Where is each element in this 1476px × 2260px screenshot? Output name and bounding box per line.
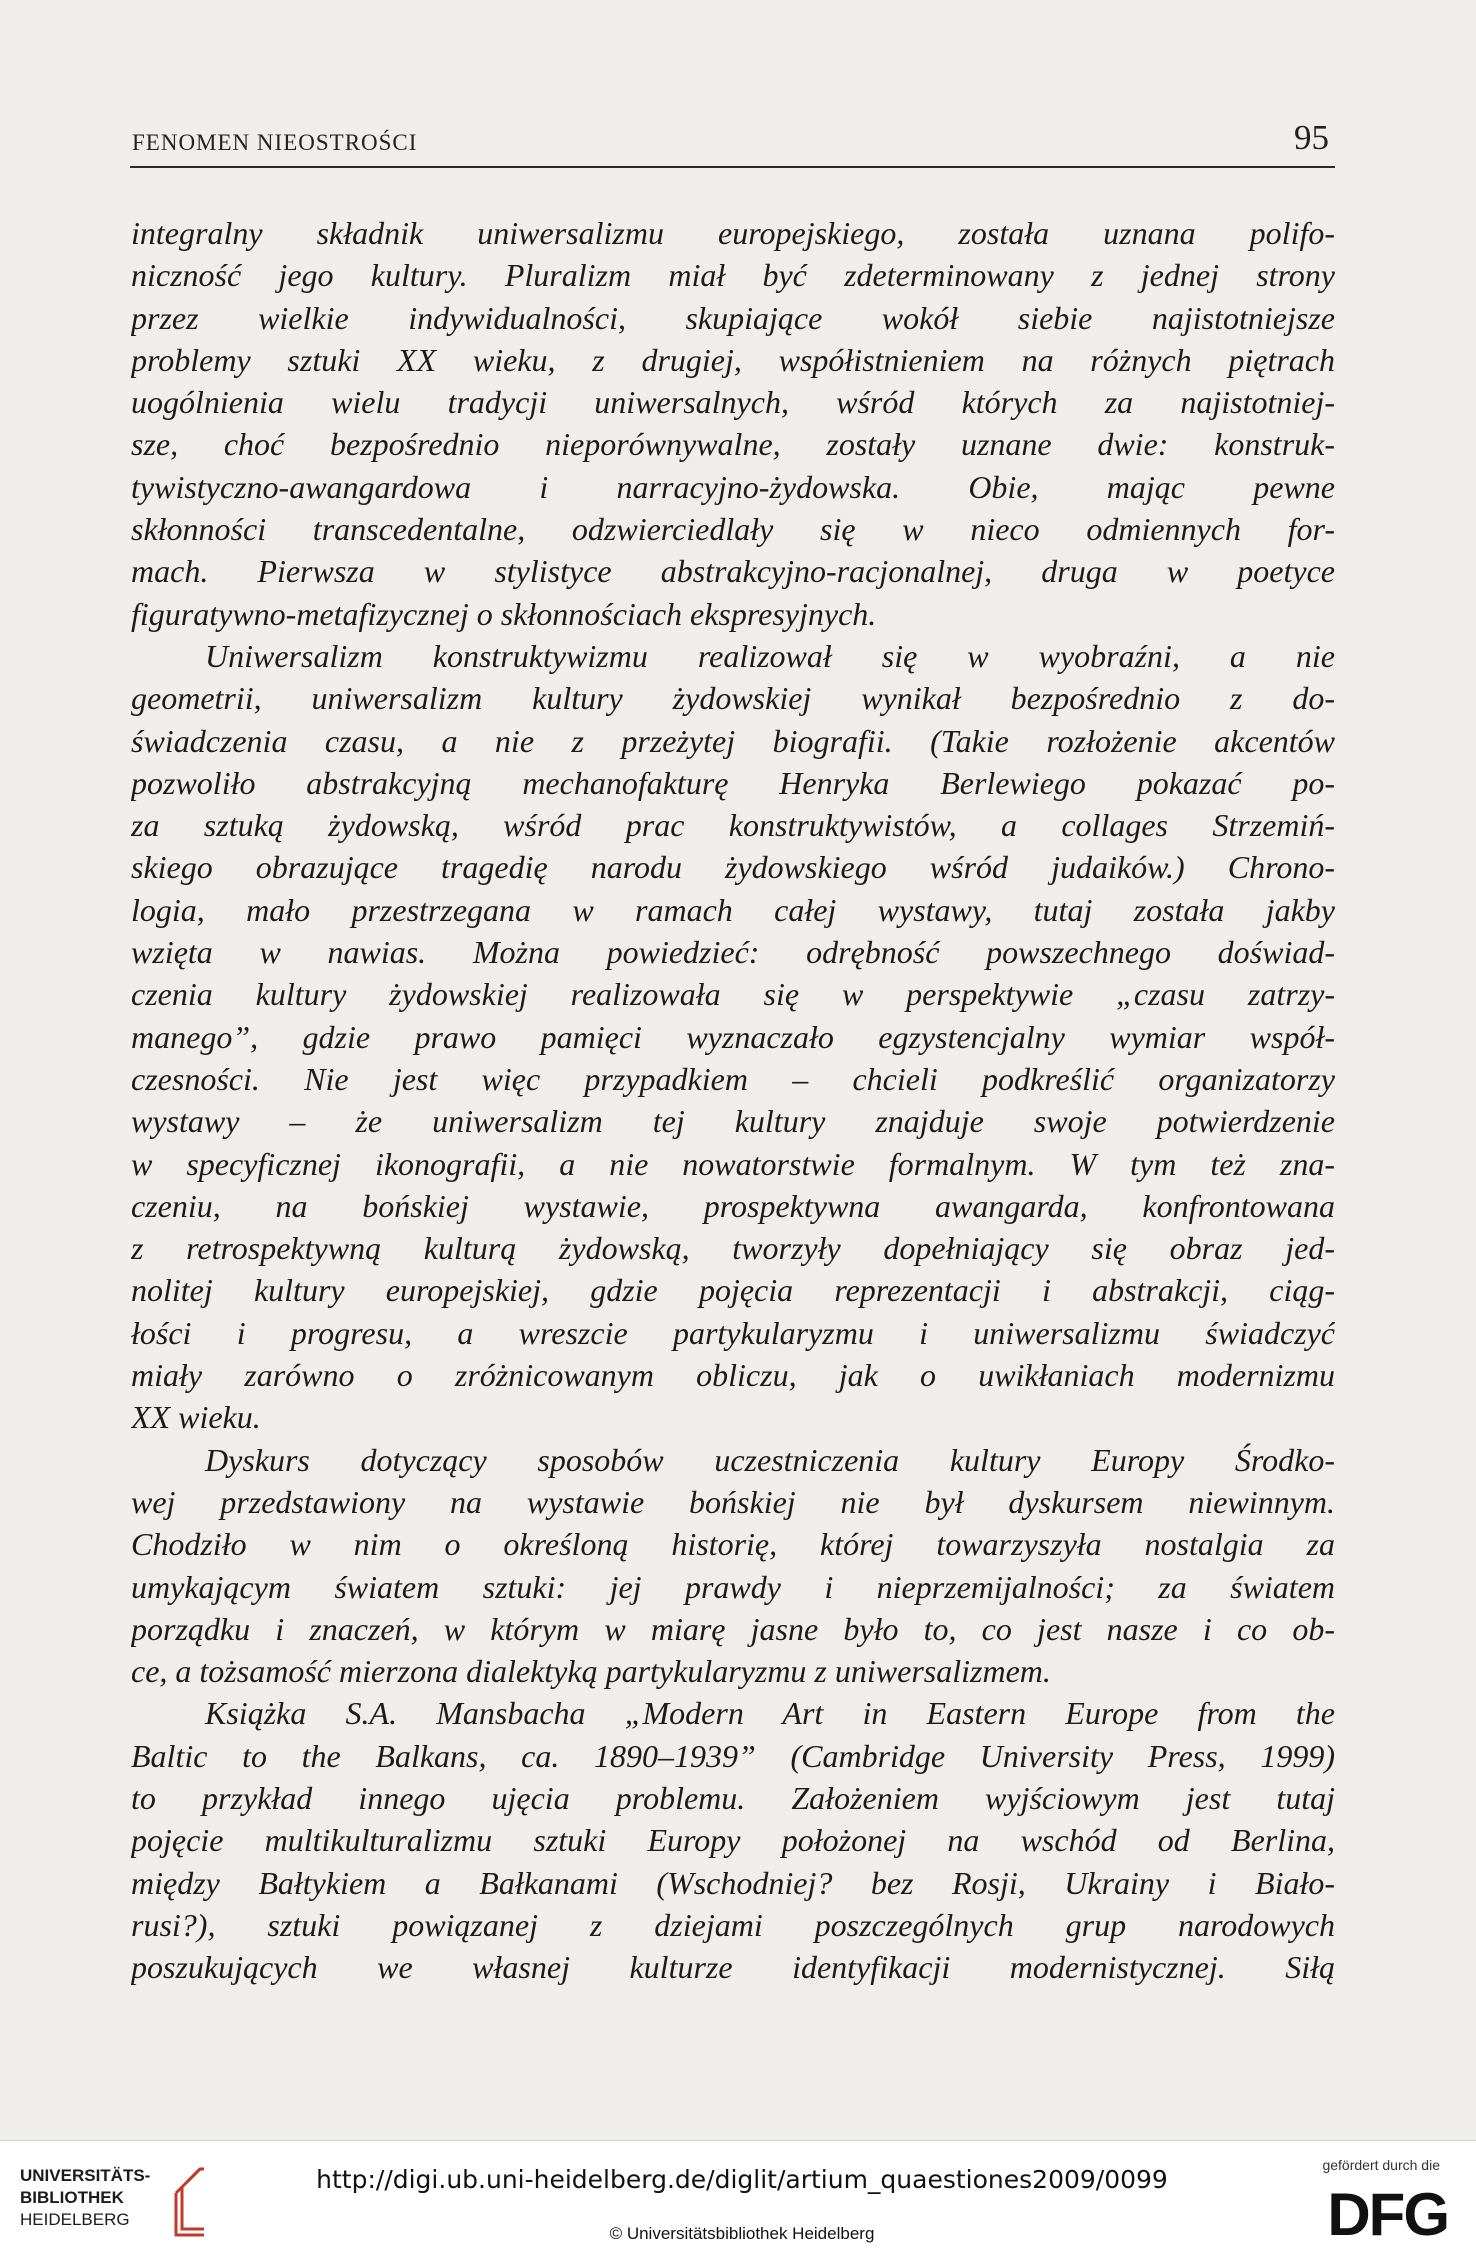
dfg-logo[interactable]: DFG [1327, 2181, 1448, 2248]
text-line: skiego obrazujące tragedię narodu żydowskiego wśród judaików.) Chrono- [131, 849, 1335, 886]
text-line: Baltic to the Balkans, ca. 1890–1939” (Cambridge University Press, 1999) [131, 1737, 1335, 1774]
text-line: za sztuką żydowską, wśród prac konstruktywistów, a collages Strzemiń- [131, 807, 1335, 844]
text-line: w specyficznej ikonografii, a nie nowatorstwie formalnym. W tym też zna- [131, 1145, 1335, 1182]
text-line: pozwoliło abstrakcyjną mechanofakturę Henryka Berlewiego pokazać po- [131, 764, 1335, 801]
text-line: Chodziło w nim o określoną historię, której towarzyszyła nostalgia za [131, 1526, 1335, 1563]
text-line: poszukujących we własnej kulturze identyfikacji modernistycznej. Siłą [131, 1949, 1335, 1986]
text-line: figuratywno-metafizycznej o skłonnościach ekspresyjnych. [131, 595, 877, 632]
library-name-line3: HEIDELBERG [20, 2210, 130, 2229]
text-line: rusi?), sztuki powiązanej z dziejami poszczególnych grup narodowych [131, 1906, 1335, 1943]
paragraph-start-line: Uniwersalizm konstruktywizmu realizował się w wyobraźni, a nie [205, 637, 1335, 674]
digitization-footer [0, 2140, 1476, 2260]
text-line: świadczenia czasu, a nie z przeżytej biografii. (Takie rozłożenie akcentów [131, 722, 1335, 759]
text-line: wej przedstawiony na wystawie bońskiej nie był dyskursem niewinnym. [131, 1483, 1335, 1520]
copyright-notice: © Universitätsbibliothek Heidelberg [609, 2224, 875, 2243]
text-line: z retrospektywną kulturą żydowską, tworzyły dopełniający się obraz jed- [131, 1230, 1335, 1267]
text-line: XX wieku. [131, 1399, 261, 1436]
text-line: mach. Pierwsza w stylistyce abstrakcyjno-racjonalnej, druga w poetyce [131, 553, 1335, 590]
library-logo[interactable] [20, 2159, 250, 2249]
text-line: czeniu, na bońskiej wystawie, prospektywna awangarda, konfrontowana [131, 1187, 1335, 1224]
text-line: przez wielkie indywidualności, skupiające wokół siebie najistotniejsze [131, 299, 1335, 336]
text-line: czenia kultury żydowskiej realizowała się w perspektywie „czasu zatrzy- [131, 976, 1335, 1013]
text-line: geometrii, uniwersalizm kultury żydowskiej wynikał bezpośrednio z do- [131, 680, 1335, 717]
library-name-line1: UNIVERSITÄTS- [20, 2166, 151, 2185]
text-line: łości i progresu, a wreszcie partykularyzmu i uniwersalizmu świadczyć [131, 1314, 1335, 1351]
library-name-line2: BIBLIOTHEK [20, 2188, 124, 2207]
text-line: porządku i znaczeń, w którym w miarę jasne było to, co jest nasze i co ob- [131, 1610, 1335, 1647]
text-line: umykającym światem sztuki: jej prawdy i nieprzemijalności; za światem [131, 1568, 1335, 1605]
text-line: wystawy – że uniwersalizm tej kultury znajduje swoje potwierdzenie [131, 1103, 1335, 1140]
text-line: logia, mało przestrzegana w ramach całej wystawy, tutaj została jakby [131, 891, 1335, 928]
text-line: sze, choć bezpośrednio nieporównywalne, zostały uznane dwie: konstruk- [131, 426, 1335, 463]
paragraph-start-line: Dyskurs dotyczący sposobów uczestniczenia kultury Europy Środko- [205, 1441, 1335, 1478]
text-line: integralny składnik uniwersalizmu europejskiego, została uznana polifo- [131, 215, 1335, 251]
text-line: miały zarówno o zróżnicowanym obliczu, jak o uwikłaniach modernizmu [131, 1357, 1335, 1394]
text-line: uogólnienia wielu tradycji uniwersalnych, wśród których za najistotniej- [131, 384, 1335, 421]
funding-caption: gefördert durch die [1322, 2157, 1440, 2173]
text-line: czesności. Nie jest więc przypadkiem – chcieli podkreślić organizatorzy [131, 1060, 1335, 1097]
text-line: manego”, gdzie prawo pamięci wyznaczało egzystencjalny wymiar współ- [131, 1018, 1335, 1055]
text-line: tywistyczno-awangardowa i narracyjno-żydowska. Obie, mając pewne [131, 468, 1335, 505]
text-line: to przykład innego ujęcia problemu. Założeniem wyjściowym jest tutaj [131, 1779, 1335, 1816]
text-line: niczność jego kultury. Pluralizm miał być zdeterminowany z jednej strony [131, 257, 1335, 294]
body-text [131, 212, 1335, 1988]
text-line: ce, a tożsamość mierzona dialektyką partykularyzmu z uniwersalizmem. [131, 1653, 1051, 1690]
text-line: nolitej kultury europejskiej, gdzie pojęcia reprezentacji i abstrakcji, ciąg- [131, 1272, 1335, 1309]
text-line: skłonności transcedentalne, odzwierciedlały się w nieco odmiennych for- [131, 511, 1335, 548]
running-head: FENOMEN NIEOSTROŚCI [132, 130, 418, 155]
text-line: wzięta w nawias. Można powiedzieć: odrębność powszechnego doświad- [131, 934, 1335, 971]
text-line: problemy sztuki XX wieku, z drugiej, współistnieniem na różnych piętrach [131, 341, 1335, 378]
permalink-url[interactable]: http://digi.ub.uni-heidelberg.de/diglit/artium_quaestiones2009/0099 [316, 2165, 1168, 2194]
library-mark-icon [170, 2159, 210, 2239]
text-line: pojęcie multikulturalizmu sztuki Europy położonej na wschód od Berlina, [131, 1822, 1335, 1859]
page-header [130, 118, 1335, 168]
text-line: między Bałtykiem a Bałkanami (Wschodniej? bez Rosji, Ukrainy i Biało- [131, 1864, 1335, 1901]
paragraph-start-line: Książka S.A. Mansbacha „Modern Art in Eastern Europe from the [205, 1695, 1335, 1732]
page-number: 95 [1294, 118, 1329, 157]
